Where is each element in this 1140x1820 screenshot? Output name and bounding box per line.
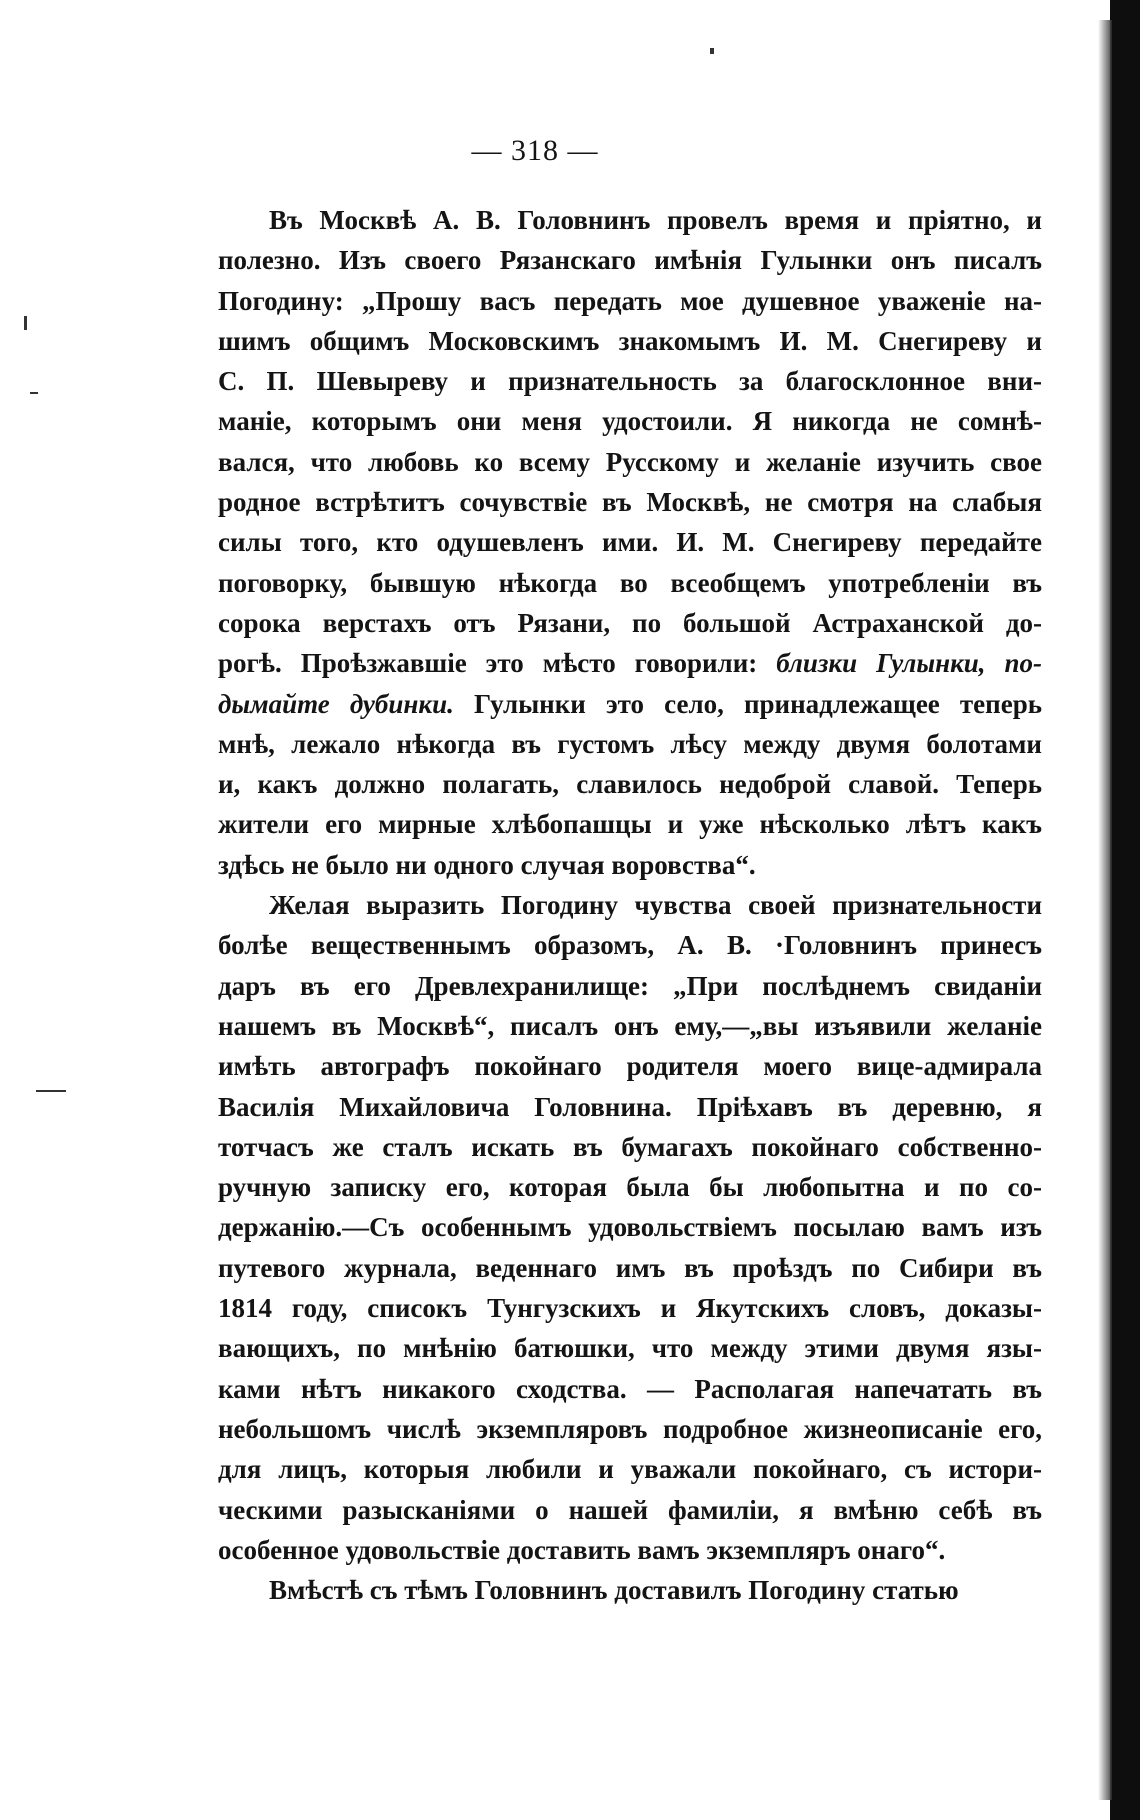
text-line: даръ въ его Древлехранилище: „При послѣднемъ свиданіи <box>218 970 1042 1001</box>
text-line: Въ Москвѣ А. В. Головнинъ провелъ время и пріятно, и <box>269 205 1042 235</box>
text-line: маніе, которымъ они меня удостоили. Я никогда не сомнѣ- <box>218 406 1042 437</box>
page-body <box>218 200 1042 1610</box>
text-line: С. П. Шевыреву и признательность за благосклонное вни- <box>218 366 1042 397</box>
text-line: путевого журнала, веденнаго имъ въ проѣздъ по Сибири въ <box>218 1252 1042 1283</box>
text-line: поговорку, бывшую нѣкогда во всеобщемъ употребленіи въ <box>218 567 1042 598</box>
paragraph-2 <box>218 885 1042 1570</box>
text-line: рогѣ. Проѣзжавшіе это мѣсто говорили: близки Гулынки, по- <box>218 648 1042 679</box>
text-line: жители его мирные хлѣбопашцы и уже нѣсколько лѣтъ какъ <box>218 809 1042 840</box>
scan-speck <box>36 1090 66 1092</box>
text-line: держанію.—Съ особеннымъ удовольствіемъ посылаю вамъ изъ <box>218 1212 1042 1243</box>
text-line: сорока верстахъ отъ Рязани, по большой Астраханской до- <box>218 607 1042 638</box>
page-edge-shadow <box>1110 0 1140 1820</box>
text-line: вающихъ, по мнѣнію батюшки, что между этими двумя язы- <box>218 1333 1042 1364</box>
italic-phrase: близки Гулынки, по- <box>776 648 1042 679</box>
italic-phrase: дымайте дубинки. <box>218 688 454 719</box>
text-line: небольшомъ числѣ экземпляровъ подробное жизнеописаніе его, <box>218 1413 1042 1444</box>
text-line: 1814 году, списокъ Тунгузскихъ и Якутскихъ словъ, доказы- <box>218 1293 1042 1324</box>
text-line: полезно. Изъ своего Рязанскаго имѣнія Гулынки онъ писалъ <box>218 245 1042 276</box>
text-line: имѣть автографъ покойнаго родителя моего вице-адмирала <box>218 1051 1042 1082</box>
text-line: вался, что любовь ко всему Русскому и желаніе изучить свое <box>218 446 1042 477</box>
paragraph-1 <box>218 200 1042 885</box>
text-line: болѣе вещественнымъ образомъ, А. В. ·Головнинъ принесъ <box>218 930 1042 961</box>
text-line: родное встрѣтитъ сочувствіе въ Москвѣ, не смотря на слабыя <box>218 487 1042 518</box>
page-number: — 318 — <box>471 134 599 167</box>
page-edge-gradient <box>1098 20 1112 1800</box>
paragraph-3 <box>218 1570 1042 1610</box>
text-line: ческими разысканіями о нашей фамиліи, я вмѣню себѣ въ <box>218 1494 1042 1525</box>
text-line: Желая выразить Погодину чувства своей признательности <box>269 890 1042 921</box>
scan-speck <box>710 48 714 54</box>
text-line: шимъ общимъ Московскимъ знакомымъ И. М. Снегиреву и <box>218 325 1042 356</box>
text-line: силы того, кто одушевленъ ими. И. М. Снегиреву передайте <box>218 527 1042 558</box>
text-line: нашемъ въ Москвѣ“, писалъ онъ ему,—„вы изъявили желаніе <box>218 1010 1042 1041</box>
scan-speck <box>24 316 27 330</box>
text-line: тотчасъ же сталъ искать въ бумагахъ покойнаго собственно- <box>218 1131 1042 1162</box>
text-line: и, какъ должно полагать, славилось недоброй славой. Теперь <box>218 769 1042 800</box>
text-line: Вмѣстѣ съ тѣмъ Головнинъ доставилъ Погодину статью <box>269 1575 959 1606</box>
text-line: особенное удовольствіе доставить вамъ экземпляръ онаго“. <box>218 1534 946 1565</box>
scan-speck <box>30 392 38 394</box>
text-line: здѣсь не было ни одного случая воровства“. <box>218 849 756 880</box>
text-line: дымайте дубинки. Гулынки это село, принадлежащее теперь <box>218 688 1042 719</box>
text-line: для лицъ, которыя любили и уважали покойнаго, съ истори- <box>218 1454 1042 1485</box>
text-line: Погодину: „Прошу васъ передать мое душевное уваженіе на- <box>218 285 1042 316</box>
text-line: мнѣ, лежало нѣкогда въ густомъ лѣсу между двумя болотами <box>218 728 1042 759</box>
text-line: ками нѣтъ никакого сходства. — Располагая напечатать въ <box>218 1373 1042 1404</box>
text-line: Василія Михайловича Головнина. Пріѣхавъ въ деревню, я <box>218 1091 1042 1122</box>
text-line: ручную записку его, которая была бы любопытна и по со- <box>218 1172 1042 1203</box>
